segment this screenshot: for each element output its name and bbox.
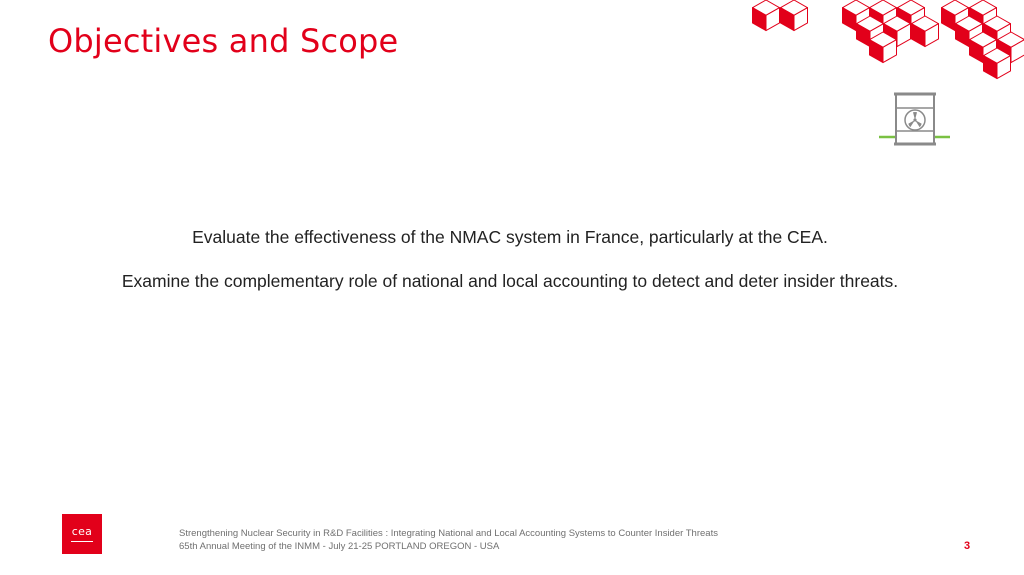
slide-title: Objectives and Scope — [48, 22, 399, 60]
cea-logo-underline — [71, 541, 93, 542]
objective-2: Examine the complementary role of national and local accounting to detect and deter insider threats. — [121, 271, 899, 291]
radioactive-barrel-icon — [879, 92, 951, 150]
cea-logo-text: cea — [71, 525, 93, 538]
footer — [179, 527, 718, 553]
red-cube-pattern-decoration — [752, 0, 1024, 82]
footer-title: Strengthening Nuclear Security in R&D Facilities : Integrating National and Local Accounting Systems to Counter Insider Threats — [179, 528, 718, 539]
page-number: 3 — [964, 540, 971, 552]
slide-body — [110, 226, 910, 292]
objective-1: Evaluate the effectiveness of the NMAC system in France, particularly at the CEA. — [192, 227, 828, 247]
cea-logo — [62, 514, 102, 554]
footer-event: 65th Annual Meeting of the INMM - July 21-25 PORTLAND OREGON - USA — [179, 541, 500, 552]
